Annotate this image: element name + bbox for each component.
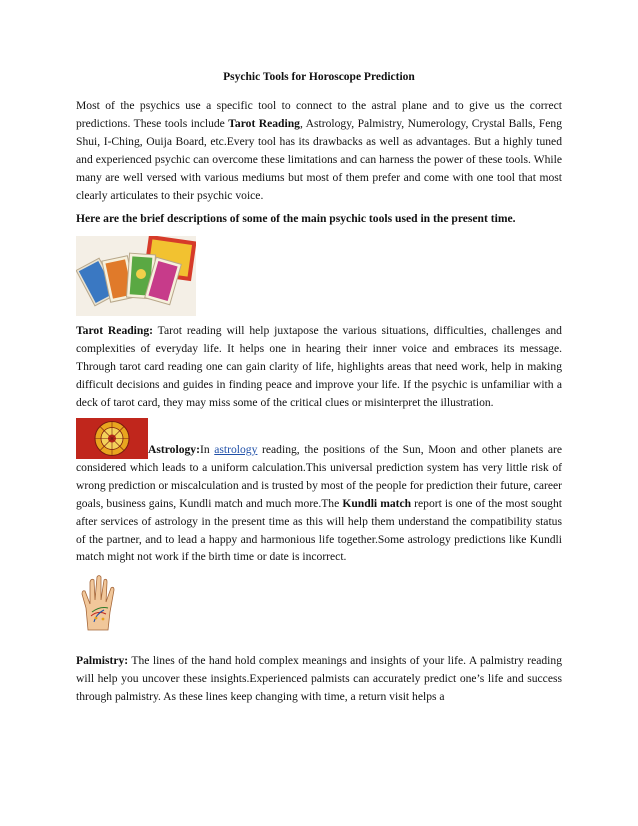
tarot-heading: Tarot Reading:: [76, 324, 154, 338]
tarot-cards-image: [76, 236, 196, 316]
palmistry-heading: Palmistry:: [76, 654, 129, 668]
astrology-text-2: report is one of the most sought after services of astrology in the present time as this will help them understand the compatibility status of the partner, and to lead a happy and harmonious life together.Some astrology predictions like Kundli match might not work if the birth time or date is incorrect.: [76, 496, 562, 564]
palm-image: [76, 572, 124, 634]
document-title: Psychic Tools for Horoscope Prediction: [223, 71, 415, 83]
intro-paragraph: [76, 97, 562, 204]
astrology-paragraph: [76, 418, 562, 566]
palmistry-text: The lines of the hand hold complex meanings and insights of your life. A palmistry reading will help you uncover these insights.Experienced palmists can accurately predict one’s life and success through palmistry. As these lines keep changing with time, a return visit helps a: [76, 654, 562, 704]
tarot-paragraph: [76, 322, 562, 412]
intro-text-2: , Astrology, Palmistry, Numerology, Crystal Balls, Feng Shui, I-Ching, Ouija Board, etc.Every tool has its drawbacks as well as advantages. But a highly tuned and experienced psychic can overcome these limitations and can harness the power of these tools. While many are well versed with various mediums but most of them prefer and come with one tool that most clearly articulates to their psychic voice.: [76, 116, 563, 202]
palmistry-paragraph: [76, 652, 562, 706]
kundli-match-bold: Kundli match: [342, 496, 412, 510]
astrology-link[interactable]: astrology: [214, 442, 258, 456]
astrology-heading: Astrology:: [148, 442, 200, 456]
intro-bold-tarot: Tarot Reading: [228, 116, 300, 130]
astrology-wheel-image: [76, 418, 148, 459]
document-page: [76, 68, 562, 706]
astrology-pre-link: In: [199, 442, 215, 456]
tarot-text: Tarot reading will help juxtapose the various situations, difficulties, challenges and complexities of everyday life. It helps one in hearing their inner voice and embraces its message. Through tarot card reading one can gain clarity of life, highlights areas that need work, help in making difficult decisions and guides in finding peace and improve your life. If the psychic is unfamiliar with a deck of tarot card, they may miss some of the critical clues or misinterpret the illustration.: [76, 324, 562, 409]
astrology-text-1: reading, the positions of the Sun, Moon and other planets are considered which leads to a uniform calculation.This universal prediction system has very little risk of wrong prediction or miscalculation and is trusted by most of the people for prediction their future, career goals, business gains, Kundli match and much more.The: [76, 442, 562, 510]
subheading: Here are the brief descriptions of some of the main psychic tools used in the present time.: [76, 212, 516, 226]
intro-text-1: Most of the psychics use a specific tool to connect to the astral plane and to give us the correct predictions. These tools include: [76, 99, 562, 130]
